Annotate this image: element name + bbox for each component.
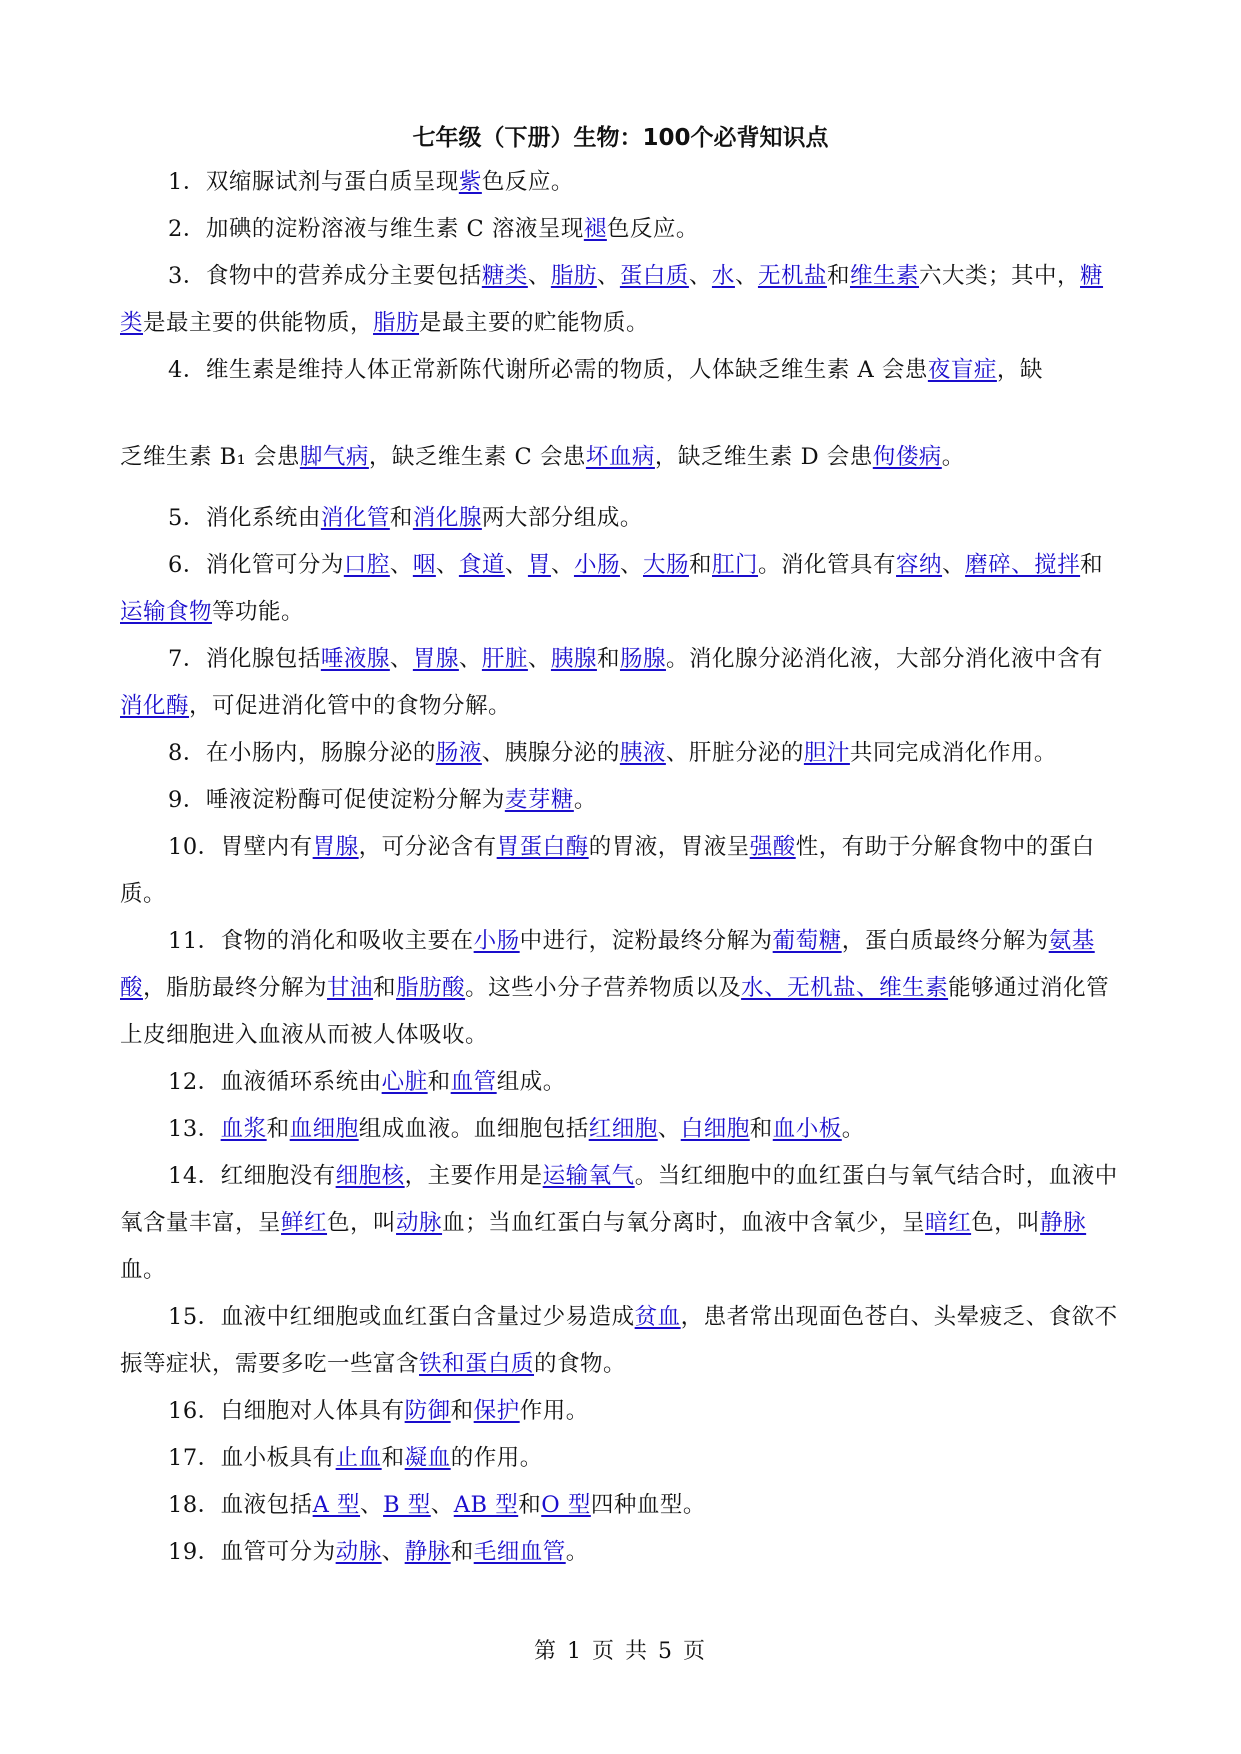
point-text: 。消化腺分泌消化液，大部分消化液中含有 xyxy=(665,646,1103,672)
keyword-answer: 胃腺 xyxy=(312,834,359,860)
keyword-answer: 胃蛋白酶 xyxy=(496,834,589,860)
keyword-answer: 肝脏 xyxy=(481,646,528,672)
point-text: 和 xyxy=(450,1539,474,1565)
point-text: ，缺乏维生素 C 会患 xyxy=(368,444,586,470)
point-text: 是最主要的供能物质， xyxy=(143,310,374,336)
point-text: 是最主要的贮能物质。 xyxy=(419,310,650,336)
point-text: 5．消化系统由 xyxy=(168,505,321,531)
knowledge-point xyxy=(120,918,1120,1059)
knowledge-point xyxy=(120,1435,1120,1482)
keyword-answer: 脂肪 xyxy=(550,263,597,289)
point-text: 作用。 xyxy=(519,1398,589,1424)
point-text: 、 xyxy=(734,263,758,289)
point-text: 和 xyxy=(389,505,413,531)
point-text: ，可分泌含有 xyxy=(358,834,497,860)
point-text: 。当红细胞中的血红蛋白与氧气结合时，血液中氧含量丰富，呈 xyxy=(120,1163,1118,1236)
point-text: 和 xyxy=(427,1069,451,1095)
point-text: 、 xyxy=(550,552,574,578)
keyword-answer: 水 xyxy=(711,263,735,289)
point-text: 和 xyxy=(596,646,620,672)
keyword-answer: 糖类 xyxy=(120,263,1104,336)
point-text: 色反应。 xyxy=(606,216,699,242)
point-text: 11．食物的消化和吸收主要在 xyxy=(168,928,474,954)
point-text: 六大类；其中， xyxy=(919,263,1081,289)
keyword-answer: 血细胞 xyxy=(289,1116,359,1142)
point-text: 的胃液，胃液呈 xyxy=(588,834,750,860)
keyword-answer: A 型 xyxy=(312,1492,361,1518)
point-text: 的食物。 xyxy=(534,1351,627,1377)
knowledge-point xyxy=(120,1482,1120,1529)
point-text: 。 xyxy=(841,1116,865,1142)
keyword-answer: 暗红 xyxy=(925,1210,972,1236)
keyword-answer: 脚气病 xyxy=(299,444,369,470)
keyword-answer: 麦芽糖 xyxy=(504,787,574,813)
point-text: 。 xyxy=(941,444,965,470)
keyword-answer: 紫 xyxy=(458,169,482,195)
keyword-answer: 氨基酸 xyxy=(120,928,1095,1001)
knowledge-point xyxy=(120,824,1120,918)
point-text: 共同完成消化作用。 xyxy=(849,740,1057,766)
point-text: 、胰腺分泌的 xyxy=(481,740,620,766)
keyword-answer: 坏血病 xyxy=(585,444,655,470)
keyword-answer: 静脉 xyxy=(1040,1210,1087,1236)
point-text: 和 xyxy=(450,1398,474,1424)
keyword-answer: 小肠 xyxy=(473,928,520,954)
point-text: ，患者常出现面色苍白、头晕疲乏、食欲不振等症状，需要多吃一些富含 xyxy=(120,1304,1118,1377)
point-text: 、 xyxy=(619,552,643,578)
point-text: 、 xyxy=(942,552,966,578)
point-text: ，主要作用是 xyxy=(404,1163,543,1189)
point-text: ，脂肪最终分解为 xyxy=(143,975,328,1001)
point-text: 血。 xyxy=(120,1257,167,1283)
keyword-answer: 咽 xyxy=(412,552,436,578)
keyword-answer: 消化管 xyxy=(320,505,390,531)
point-text: 、 xyxy=(360,1492,384,1518)
knowledge-point xyxy=(120,347,1120,394)
keyword-answer: 强酸 xyxy=(749,834,796,860)
keyword-answer: 胰液 xyxy=(619,740,666,766)
keyword-answer: 磨碎、搅拌 xyxy=(965,552,1081,578)
point-text: 、肝脏分泌的 xyxy=(665,740,804,766)
keyword-answer: 血浆 xyxy=(220,1116,267,1142)
keyword-answer: AB 型 xyxy=(453,1492,519,1518)
point-text: 和 xyxy=(518,1492,542,1518)
point-text: ，蛋白质最终分解为 xyxy=(841,928,1049,954)
point-text: 、 xyxy=(504,552,528,578)
keyword-answer: 心脏 xyxy=(381,1069,428,1095)
knowledge-point xyxy=(120,777,1120,824)
keyword-answer: 止血 xyxy=(335,1445,382,1471)
point-text: 血；当血红蛋白与氧分离时，血液中含氧少，呈 xyxy=(442,1210,926,1236)
point-text: 中进行，淀粉最终分解为 xyxy=(519,928,773,954)
keyword-answer: 脂肪酸 xyxy=(396,975,466,1001)
keyword-answer: 褪 xyxy=(583,216,607,242)
knowledge-point xyxy=(120,730,1120,777)
keyword-answer: 胃 xyxy=(527,552,551,578)
keyword-answer: 胰腺 xyxy=(550,646,597,672)
knowledge-point xyxy=(120,542,1120,636)
keyword-answer: 毛细血管 xyxy=(473,1539,566,1565)
keyword-answer: 消化酶 xyxy=(120,693,190,719)
point-text: 色，叫 xyxy=(971,1210,1041,1236)
keyword-answer: 甘油 xyxy=(327,975,374,1001)
knowledge-point xyxy=(120,1388,1120,1435)
keyword-answer: 水、无机盐、维生素 xyxy=(741,975,949,1001)
point-text: 4．维生素是维持人体正常新陈代谢所必需的物质，人体缺乏维生素 A 会患 xyxy=(168,357,928,383)
keyword-answer: 运输食物 xyxy=(120,599,213,625)
keyword-answer: 佝偻病 xyxy=(872,444,942,470)
knowledge-point xyxy=(120,636,1120,730)
point-text: 的作用。 xyxy=(450,1445,543,1471)
keyword-answer: 小肠 xyxy=(573,552,620,578)
point-text: 15．血液中红细胞或血红蛋白含量过少易造成 xyxy=(168,1304,635,1330)
point-text: 等功能。 xyxy=(212,599,305,625)
point-text: 。消化管具有 xyxy=(758,552,897,578)
keyword-answer: 血管 xyxy=(450,1069,497,1095)
point-text: 16．白细胞对人体具有 xyxy=(168,1398,405,1424)
keyword-answer: 消化腺 xyxy=(412,505,482,531)
keyword-answer: 维生素 xyxy=(849,263,919,289)
point-text: 。 xyxy=(565,1539,589,1565)
knowledge-point xyxy=(120,495,1120,542)
point-text: ，可促进消化管中的食物分解。 xyxy=(189,693,512,719)
point-text: 和 xyxy=(826,263,850,289)
point-text: 和 xyxy=(381,1445,405,1471)
keyword-answer: 铁和蛋白质 xyxy=(419,1351,535,1377)
page-footer: 第 1 页 共 5 页 xyxy=(534,1639,707,1664)
keyword-answer: 无机盐 xyxy=(757,263,827,289)
knowledge-point xyxy=(120,1529,1120,1576)
point-text: 和 xyxy=(1080,552,1104,578)
point-text: 能够通过消化管上皮细胞进入血液从而被人体吸收。 xyxy=(120,975,1110,1048)
point-text: 2．加碘的淀粉溶液与维生素 C 溶液呈现 xyxy=(168,216,584,242)
keyword-answer: 蛋白质 xyxy=(619,263,689,289)
point-text: 18．血液包括 xyxy=(168,1492,313,1518)
point-text: 1．双缩脲试剂与蛋白质呈现 xyxy=(168,169,459,195)
point-text: 、 xyxy=(389,646,413,672)
keyword-answer: 细胞核 xyxy=(335,1163,405,1189)
point-text: 和 xyxy=(373,975,397,1001)
knowledge-point xyxy=(120,1294,1120,1388)
keyword-answer: 运输氧气 xyxy=(542,1163,635,1189)
keyword-answer: 食道 xyxy=(458,552,505,578)
keyword-answer: 糖类 xyxy=(481,263,528,289)
knowledge-point xyxy=(120,1153,1120,1294)
keyword-answer: 保护 xyxy=(473,1398,520,1424)
keyword-answer: 夜盲症 xyxy=(927,357,997,383)
keyword-answer: 凝血 xyxy=(404,1445,451,1471)
keyword-answer: 肠腺 xyxy=(619,646,666,672)
keyword-answer: 肛门 xyxy=(712,552,759,578)
point-text: 7．消化腺包括 xyxy=(168,646,321,672)
point-text: 、 xyxy=(430,1492,454,1518)
point-text: 色反应。 xyxy=(481,169,574,195)
page-title: 七年级（下册）生物：100个必背知识点 xyxy=(412,125,829,151)
point-text: 、 xyxy=(596,263,620,289)
point-text: 8．在小肠内，肠腺分泌的 xyxy=(168,740,436,766)
point-text: 3．食物中的营养成分主要包括 xyxy=(168,263,482,289)
keyword-answer: 肠液 xyxy=(435,740,482,766)
keyword-answer: 胃腺 xyxy=(412,646,459,672)
point-text: 组成。 xyxy=(496,1069,566,1095)
point-text: ，缺 xyxy=(996,357,1043,383)
knowledge-list xyxy=(120,159,1120,1576)
knowledge-point xyxy=(120,1106,1120,1153)
keyword-answer: 大肠 xyxy=(642,552,689,578)
point-text: 、 xyxy=(389,552,413,578)
keyword-answer: 动脉 xyxy=(335,1539,382,1565)
keyword-answer: 容纳 xyxy=(896,552,943,578)
keyword-answer: 脂肪 xyxy=(373,310,420,336)
point-text: 乏维生素 B₁ 会患 xyxy=(120,444,300,470)
point-text: ，缺乏维生素 D 会患 xyxy=(654,444,873,470)
point-text: 四种血型。 xyxy=(590,1492,706,1518)
knowledge-point xyxy=(120,159,1120,206)
keyword-answer: 唾液腺 xyxy=(320,646,390,672)
knowledge-point xyxy=(120,253,1120,347)
point-text: 和 xyxy=(689,552,713,578)
point-text: 、 xyxy=(435,552,459,578)
point-text: 和 xyxy=(749,1116,773,1142)
point-text: 6．消化管可分为 xyxy=(168,552,344,578)
keyword-answer: 葡萄糖 xyxy=(772,928,842,954)
keyword-answer: 静脉 xyxy=(404,1539,451,1565)
point-text: 13． xyxy=(168,1116,221,1142)
keyword-answer: B 型 xyxy=(383,1492,431,1518)
keyword-answer: 贫血 xyxy=(634,1304,681,1330)
keyword-answer: 鲜红 xyxy=(281,1210,328,1236)
point-text: 组成血液。血细胞包括 xyxy=(358,1116,589,1142)
point-text: 10．胃壁内有 xyxy=(168,834,313,860)
keyword-answer: 血小板 xyxy=(772,1116,842,1142)
knowledge-point xyxy=(120,206,1120,253)
point-text: 、 xyxy=(657,1116,681,1142)
point-text: 。这些小分子营养物质以及 xyxy=(465,975,742,1001)
point-text: 、 xyxy=(527,646,551,672)
point-text: 。 xyxy=(573,787,597,813)
point-text: 12．血液循环系统由 xyxy=(168,1069,382,1095)
keyword-answer: 动脉 xyxy=(396,1210,443,1236)
point-text: 14．红细胞没有 xyxy=(168,1163,336,1189)
point-text: 、 xyxy=(527,263,551,289)
keyword-answer: O 型 xyxy=(541,1492,591,1518)
keyword-answer: 红细胞 xyxy=(588,1116,658,1142)
knowledge-point xyxy=(120,434,1120,481)
point-text: 、 xyxy=(688,263,712,289)
keyword-answer: 胆汁 xyxy=(803,740,850,766)
point-text: 两大部分组成。 xyxy=(481,505,643,531)
keyword-answer: 口腔 xyxy=(343,552,390,578)
point-text: 17．血小板具有 xyxy=(168,1445,336,1471)
point-text: 、 xyxy=(458,646,482,672)
knowledge-point xyxy=(120,1059,1120,1106)
point-text: 9．唾液淀粉酶可促使淀粉分解为 xyxy=(168,787,505,813)
keyword-answer: 防御 xyxy=(404,1398,451,1424)
point-text: 、 xyxy=(381,1539,405,1565)
keyword-answer: 白细胞 xyxy=(680,1116,750,1142)
point-text: 性，有助于分解食物中的蛋白质。 xyxy=(120,834,1095,907)
point-text: 和 xyxy=(266,1116,290,1142)
point-text: 色，叫 xyxy=(327,1210,397,1236)
point-text: 19．血管可分为 xyxy=(168,1539,336,1565)
